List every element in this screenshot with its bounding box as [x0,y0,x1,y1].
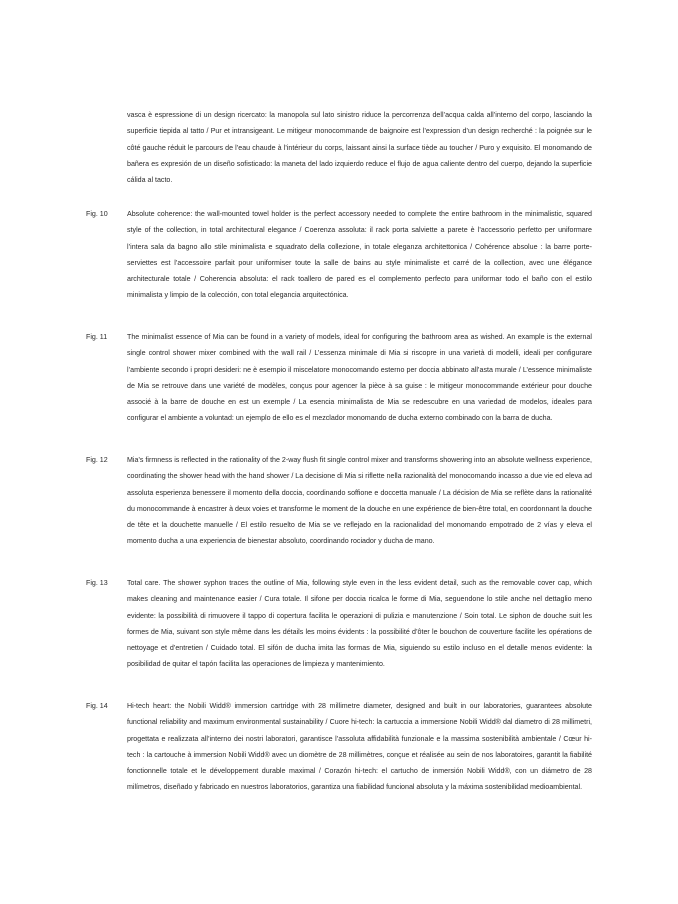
figure-caption: Mia’s firmness is reflected in the rationality of the 2-way flush fit single control mixer and transforms showering into an absolute wellness experience, coordinating the shower head with the hand shower / La decisione di Mia si riflette nella razionalità del monocomando incasso a due vie ed eleva ad assoluta esperienza benessere il momento della doccia, coordinando soffione e doccetta manuale / La décision de Mia se reflète dans la rationalité du monocommande à encastrer à deux voies et transforme le moment de la douche en une expérience de bien-être total, en coordonnant la douche de tête et la douchette manuelle / El estilo resuelto de Mia se ve reflejado en la racionalidad del monomando empotrado de 2 vías y eleva el momento ducha a una experiencia de bienestar absoluto, coordinando rociador y ducha de mano. [127,456,592,546]
figure-caption: Hi-tech heart: the Nobili Widd® immersion cartridge with 28 millimetre diameter, designed and built in our laboratories, guarantees absolute functional reliability and maximum environmental sustainability / Cuore hi-tech: la cartuccia a immersione Nobili Widd® dal diametro di 28 millimetri, progettata e realizzata all’interno dei nostri laboratori, garantisce l’assoluta affidabilità funzionale e la massima sostenibilità ambientale / Cœur hi-tech : la cartouche à immersion Nobili Widd® avec un diomètre de 28 millimètres, conçue et réalisée au sein de nos laboratoires, garantit la fiabilité fonctionnelle totale et le développement durable maximal / Corazón hi-tech: el cartucho de inmersión Nobili Widd®, con un diámetro de 28 milímetros, diseñado y fabricado en nuestros laboratorios, garantiza una fiabilidad funcional absoluta y la máxima sostenibilidad medioambiental. [127,702,592,792]
figure-label: Fig. 12 [86,456,108,464]
figure-label: Fig. 14 [86,702,108,710]
figure-label: Fig. 13 [86,579,108,587]
intro-paragraph: vasca è espressione di un design ricercato: la manopola sul lato sinistro riduce la percorrenza dell’acqua calda all’interno del corpo, lasciando la superficie tiepida al tatto / Pur et intransigeant. Le mitigeur monocommande de baignoire est l’expression d’un design recherché : la poignée sur le côté gauche réduit le parcours de l’eau chaude à l’intérieur du corps, laissant ainsi la surface tiède au toucher / Puro y exquisito. El monomando de bañera es expresión de un diseño sofisticado: la maneta del lado izquierdo reduce el flujo de agua caliente dentro del cuerpo, dejando la superficie cálida al tacto. [127,111,592,185]
figure-caption: The minimalist essence of Mia can be found in a variety of models, ideal for configuring the bathroom area as wished. An example is the external single control shower mixer combined with the wall rail / L’essenza minimale di Mia si riscopre in una varietà di modelli, ideali per configurare l’ambiente secondo i propri desideri: ne è esempio il miscelatore monocomando esterno per doccia abbinato all’asta murale / L’essence minimaliste de Mia se retrouve dans une variété de modèles, conçus pour agencer la pièce à sa guise : le mitigeur monocommande extérieur pour douche associé à la barre de douche en est un exemple / La esencia minimalista de Mia se redescubre en una variedad de modelos, ideales para configurar el ambiente a voluntad: un ejemplo de ello es el mezclador monomando de ducha externo combinado con la barra de ducha. [127,333,592,423]
figure-label: Fig. 11 [86,333,108,341]
figure-label: Fig. 10 [86,210,108,218]
figure-caption: Total care. The shower syphon traces the outline of Mia, following style even in the less evident detail, such as the removable cover cap, which makes cleaning and maintenance easier / Cura totale. Il sifone per doccia ricalca le forme di Mia, seguendone lo stile anche nel dettaglio meno evidente: la possibilità di rimuovere il tappo di copertura facilita le operazioni di pulizia e manutenzione / Soin total. Le siphon de douche suit les formes de Mia, suivant son style même dans les détails les moins évidents : la possibilité d’ôter le bouchon de couverture facilite les opérations de nettoyage et d’entretien / Cuidado total. El sifón de ducha imita las formas de Mia, siguiendo su estilo incluso en el detalle menos evidente: la posibilidad de quitar el tapón facilita las operaciones de limpieza y mantenimiento. [127,579,592,669]
figure-caption: Absolute coherence: the wall-mounted towel holder is the perfect accessory needed to complete the entire bathroom in the minimalistic, squared style of the collection, in total architectural elegance / Coerenza assoluta: il rack porta salviette a parete è l’accessorio perfetto per uniformare l’intera sala da bagno allo stile minimalista e squadrato della collezione, in totale eleganza architettonica / Cohérence absolue : la barre porte-serviettes est l’accessoire parfait pour uniformiser toute la salle de bains au style minimaliste et carré de la collection, avec une élégance architecturale totale / Coherencia absoluta: el rack toallero de pared es el complemento perfecto para uniformar todo el baño con el estilo minimalista y limpio de la colección, con total elegancia arquitectónica. [127,210,592,300]
